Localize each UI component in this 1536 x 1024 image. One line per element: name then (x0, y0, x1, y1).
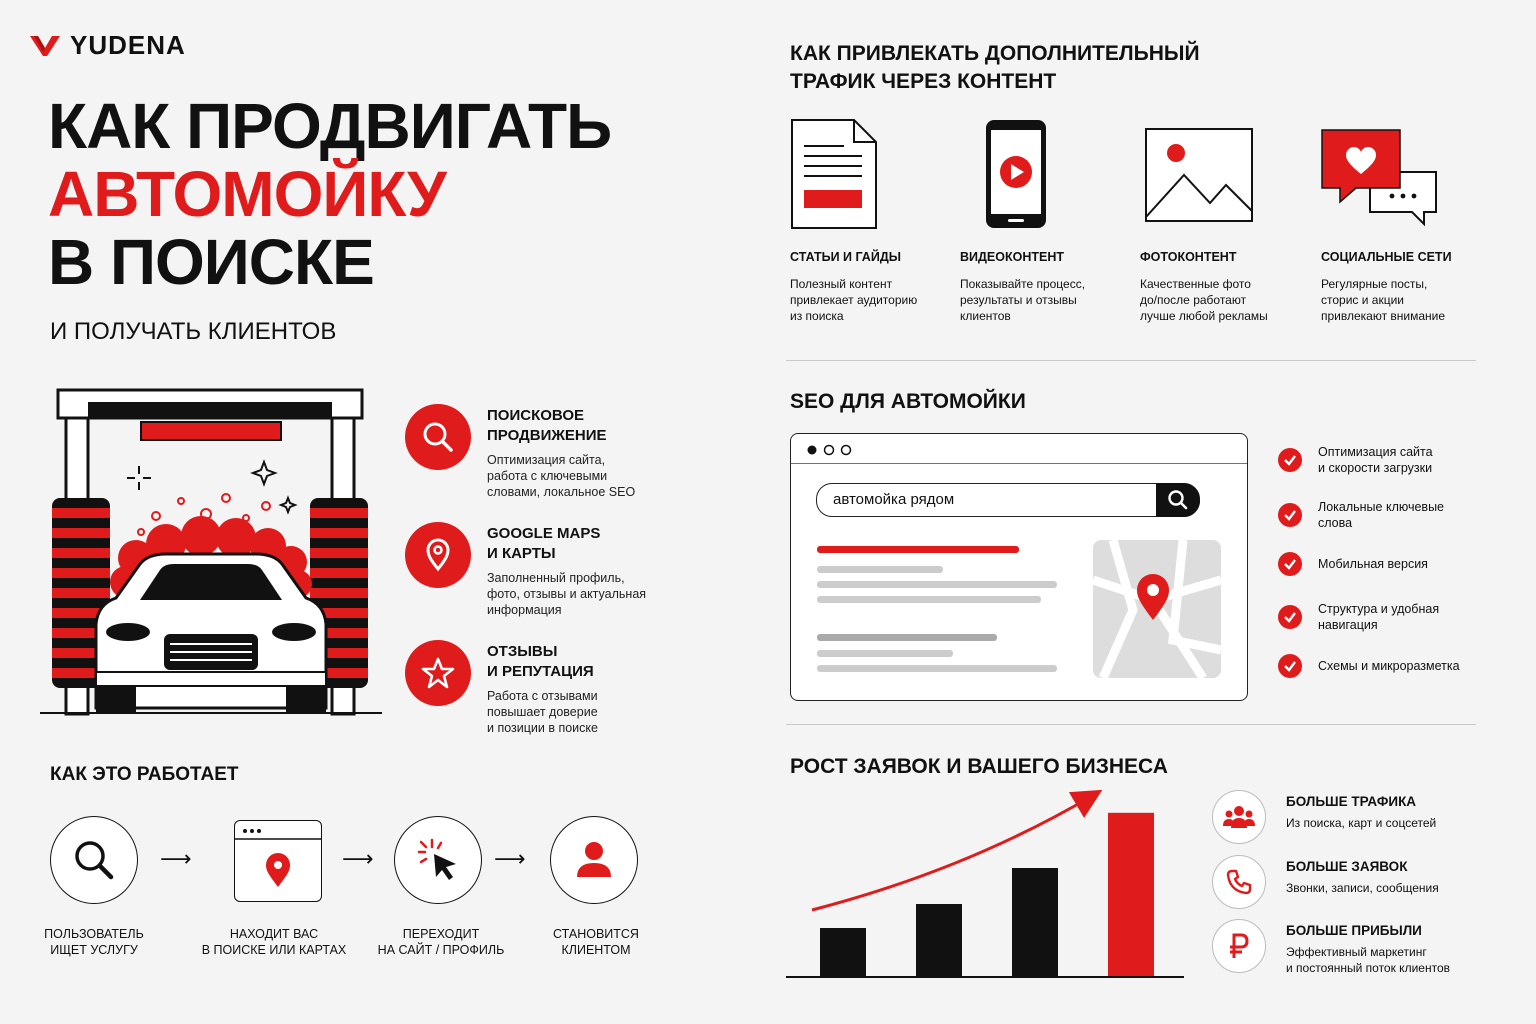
smartphone-video-icon (984, 118, 1048, 230)
brand-name: YUDENA (70, 30, 186, 60)
check-icon (1278, 654, 1302, 678)
map-pin-icon (405, 522, 471, 588)
content-item-text: Полезный контент привлекает аудиторию из поиска (790, 277, 918, 323)
page-title (48, 92, 611, 296)
search-result-line (817, 650, 953, 657)
chart-bar (820, 928, 866, 976)
search-icon (405, 404, 471, 470)
search-button[interactable] (1156, 483, 1200, 517)
brand-logo-mark (30, 34, 60, 58)
service-search-promotion (405, 404, 675, 500)
content-item-text: Показывайте процесс, результаты и отзывы клиентов (960, 277, 1086, 323)
arrow-right-icon: ⟶ (494, 846, 526, 871)
growth-section-title: РОСТ ЗАЯВОК И ВАШЕГО БИЗНЕСА (790, 755, 1168, 778)
step-label: СТАНОВИТСЯ КЛИЕНТОМ (553, 927, 639, 957)
search-result-line (817, 566, 943, 573)
page-subtitle: И ПОЛУЧАТЬ КЛИЕНТОВ (50, 318, 337, 345)
growth-item-traffic (1212, 790, 1436, 844)
content-item-title: СОЦИАЛЬНЫЕ СЕТИ (1321, 250, 1452, 264)
search-result-title-bar (817, 634, 997, 641)
seo-section-title: SEO ДЛЯ АВТОМОЙКИ (790, 390, 1026, 413)
star-icon (405, 640, 471, 706)
service-google-maps (405, 522, 675, 618)
browser-window-mockup (790, 433, 1248, 701)
service-reviews (405, 640, 675, 736)
service-text: работа с ключевыми (487, 469, 608, 483)
service-text: Оптимизация сайта, (487, 453, 606, 467)
growth-item-text: и постоянный поток клиентов (1286, 961, 1450, 975)
search-result-line (817, 581, 1057, 588)
growth-item-title: БОЛЬШЕ ЗАЯВОК (1286, 859, 1408, 874)
search-query: автомойка рядом (833, 491, 955, 508)
check-icon (1278, 552, 1302, 576)
step-label: ПЕРЕХОДИТ НА САЙТ / ПРОФИЛЬ (377, 927, 505, 957)
search-icon (50, 816, 138, 904)
growth-bar-chart (786, 780, 1190, 980)
browser-map-icon (234, 820, 322, 902)
service-title: ПОИСКОВОЕ (487, 407, 585, 424)
service-title: GOOGLE MAPS (487, 525, 601, 542)
service-title: И РЕПУТАЦИЯ (487, 663, 594, 680)
growth-item-leads (1212, 855, 1439, 909)
image-icon (1144, 127, 1256, 223)
chat-heart-icon (1320, 128, 1442, 228)
phone-icon (1212, 855, 1266, 909)
ruble-icon (1212, 919, 1266, 973)
search-result-line (817, 665, 1057, 672)
seo-check-item: Оптимизация сайта и скорости загрузки (1278, 444, 1433, 476)
title-line-3: В ПОИСКЕ (48, 226, 374, 298)
check-icon (1278, 448, 1302, 472)
cursor-click-icon (394, 816, 482, 904)
chart-bar (1108, 813, 1154, 976)
service-text: словами, локальное SEO (487, 485, 636, 499)
growth-item-profit (1212, 919, 1450, 976)
how-it-works-title: КАК ЭТО РАБОТАЕТ (50, 764, 239, 785)
title-line-1: КАК ПРОДВИГАТЬ (48, 90, 612, 162)
service-text: и позиции в поиске (487, 721, 598, 735)
chart-bar (1012, 868, 1058, 976)
growth-item-title: БОЛЬШЕ ТРАФИКА (1286, 794, 1417, 809)
service-text: Заполненный профиль, (487, 571, 625, 585)
step-label: НАХОДИТ ВАС В ПОИСКЕ ИЛИ КАРТАХ (201, 927, 347, 957)
brand-logo[interactable] (30, 30, 186, 61)
divider (786, 360, 1476, 361)
growth-item-text: Звонки, записи, сообщения (1286, 881, 1439, 895)
service-text: информация (487, 603, 562, 617)
content-section-title: КАК ПРИВЛЕКАТЬ ДОПОЛНИТЕЛЬНЫЙ ТРАФИК ЧЕРЕЗ КОНТЕНТ (790, 42, 1200, 93)
growth-item-text: Из поиска, карт и соцсетей (1286, 816, 1437, 830)
service-text: Работа с отзывами (487, 689, 598, 703)
document-icon (790, 118, 880, 230)
seo-check-item: Мобильная версия (1278, 552, 1428, 576)
map-thumbnail (1093, 540, 1221, 678)
content-item-title: СТАТЬИ И ГАЙДЫ (790, 250, 901, 264)
service-text: фото, отзывы и актуальная (487, 587, 647, 601)
content-item-text: Регулярные посты, сторис и акции привлекают внимание (1321, 277, 1446, 323)
seo-check-item: Локальные ключевые слова (1278, 499, 1444, 531)
service-title: ОТЗЫВЫ (487, 643, 558, 660)
search-result-line (817, 596, 1041, 603)
car-wash-illustration (36, 386, 386, 716)
title-line-2: АВТОМОЙКУ (48, 158, 446, 230)
chart-bar (916, 904, 962, 976)
service-title: И КАРТЫ (487, 545, 556, 562)
search-result-title-bar (817, 546, 1019, 553)
seo-check-item: Схемы и микроразметка (1278, 654, 1460, 678)
content-item-title: ФОТОКОНТЕНТ (1140, 250, 1237, 264)
step-label: ПОЛЬЗОВАТЕЛЬ ИЩЕТ УСЛУГУ (44, 927, 144, 957)
service-title: ПРОДВИЖЕНИЕ (487, 427, 607, 444)
content-item-text: Качественные фото до/после работают лучше любой рекламы (1140, 277, 1268, 323)
service-text: повышает доверие (487, 705, 598, 719)
browser-controls (791, 434, 1247, 464)
search-icon (1166, 488, 1190, 512)
growth-item-text: Эффективный маркетинг (1286, 945, 1427, 959)
divider (786, 724, 1476, 725)
arrow-right-icon: ⟶ (342, 846, 374, 871)
check-icon (1278, 605, 1302, 629)
content-item-title: ВИДЕОКОНТЕНТ (960, 250, 1064, 264)
arrow-right-icon: ⟶ (160, 846, 192, 871)
check-icon (1278, 503, 1302, 527)
user-icon (550, 816, 638, 904)
search-input[interactable] (816, 483, 1200, 517)
seo-check-item: Структура и удобная навигация (1278, 601, 1439, 633)
growth-item-title: БОЛЬШЕ ПРИБЫЛИ (1286, 923, 1422, 938)
users-group-icon (1212, 790, 1266, 844)
